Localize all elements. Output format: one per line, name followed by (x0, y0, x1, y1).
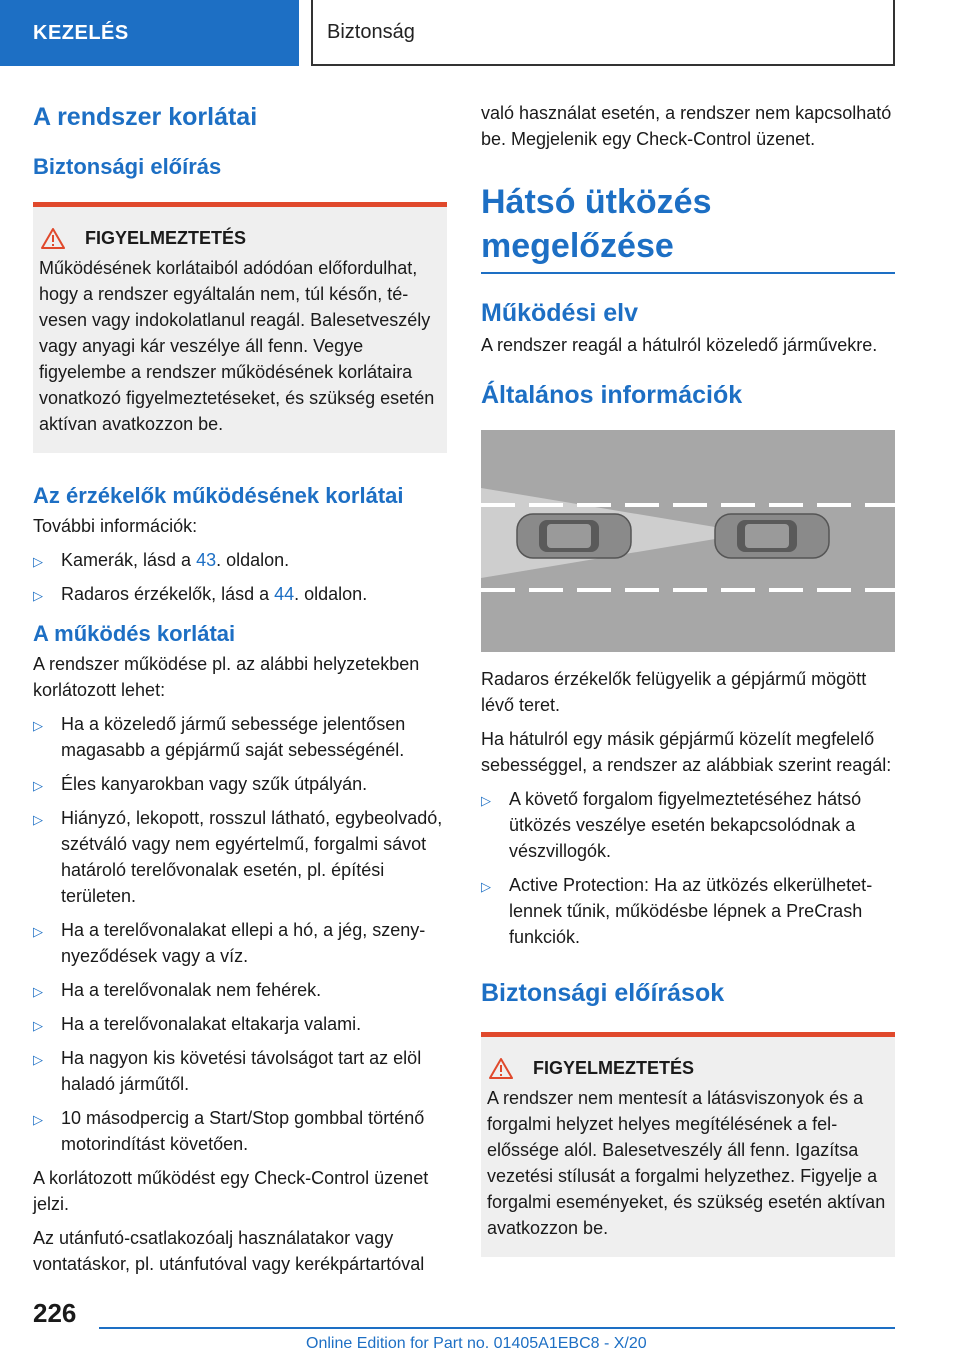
right-column (481, 100, 895, 1257)
page-header (0, 0, 960, 66)
list-item: ▷ 10 másodpercig a Start/Stop gombbal történő motorindítást követően. (33, 1108, 425, 1154)
warning-title (39, 225, 441, 251)
bullet-triangle-icon: ▷ (481, 879, 491, 894)
following-car (517, 514, 631, 558)
list-item: ▷ Ha a közeledő jármű sebessége jelentősen magasabb a gépjármű saját sebességénél. (33, 714, 406, 760)
check-control-text: A korlátozott működést egy Check-Control üzenet jelzi. (33, 1168, 429, 1214)
rear-radar-diagram (481, 430, 895, 652)
trailer-text-continued: való használat esetén, a rendszer nem kapcsolható be. Megjelenik egy Check-Control üzenet. (481, 103, 892, 149)
radar-description: Radaros érzékelők felügyelik a gépjármű mögött lévő teret. (481, 669, 867, 715)
heading-sensor-limits: Az érzékelők működésének korlátai (33, 483, 404, 508)
heading-principle: Működési elv (481, 299, 638, 327)
warning-box (481, 1032, 895, 1257)
chapter-heading-block (481, 180, 895, 274)
bullet-triangle-icon: ▷ (33, 984, 43, 999)
more-info-text: További információk: (33, 516, 198, 536)
bullet-triangle-icon: ▷ (33, 718, 43, 733)
list-item: ▷ Ha a terelővonalak nem fehérek. (33, 977, 447, 1003)
bullet-triangle-icon: ▷ (33, 812, 43, 827)
heading-safety-notes: Biztonsági előírások (481, 979, 725, 1007)
list-item: ▷ A követő forgalom figyelmeztetéséhez hátsó ütközés veszélye esetén bekapcsolódnak a vészvillogók. (481, 789, 862, 861)
trailer-text: Az utánfutó-csatlakozóalj használatakor vagy vontatáskor, pl. utánfutóval vagy kerékpártartóval (33, 1228, 425, 1274)
bullet-triangle-icon: ▷ (33, 1112, 43, 1127)
list-item: ▷ Ha nagyon kis követési távolságot tart az elöl haladó járműtől. (33, 1048, 422, 1094)
list-item: ▷ Kamerák, lásd a 43. oldalon. (33, 547, 447, 573)
page-number: 226 (33, 1298, 77, 1328)
warning-box (33, 202, 447, 453)
list-item: ▷ Radaros érzékelők, lásd a 44. oldalon. (33, 581, 447, 607)
heading-function-limits: A működés korlátai (33, 621, 236, 646)
page-link-43[interactable]: 43 (196, 550, 217, 570)
list-item: ▷ Ha a terelővonalakat eltakarja valami. (33, 1011, 447, 1037)
bullet-triangle-icon: ▷ (33, 588, 43, 603)
warning-triangle-icon (41, 227, 65, 249)
warning-text: A rendszer nem mentesít a látásviszonyok és a forgalmi helyzet helyes megítélésének a felelőssége alól. Balesetveszély áll fenn. Igazítsa vezetési stílusát a forgalmi helyzethez. Figyelje a forgalmi eseményeket, és szükség esetén aktívan avatkozzon be. (487, 1088, 886, 1238)
left-column (33, 100, 447, 1285)
warning-title-text: FIGYELMEZTETÉS (85, 228, 247, 248)
bullet-triangle-icon: ▷ (33, 1018, 43, 1033)
list-item: ▷ Hiányzó, lekopott, rosszul látható, egybeolvadó, szétváló vagy nem egyértelmű, forgalmi sávot határoló terelővonalak esetén, pl. építési területen. (33, 808, 443, 906)
heading-safety-note: Biztonsági előírás (33, 154, 222, 179)
bullet-triangle-icon: ▷ (33, 778, 43, 793)
warning-triangle-icon (489, 1057, 513, 1079)
own-car (715, 514, 829, 558)
warning-text: Működésének korlátaiból adódóan előfordulhat, hogy a rendszer egyáltalán nem, túl későn, tévesen vagy indokolatlanul reagál. Balesetveszély vagy anyagi kár veszélye áll fenn. Vegye figyelembe a rendszer működésének korlátaira vonatkozó figyelmeztetéseket, és szükség esetén aktívan avatkozzon be. (39, 258, 435, 434)
rear-radar-figure (481, 430, 895, 652)
heading-system-limits: A rendszer korlátai (33, 103, 258, 131)
sensor-list (33, 547, 447, 607)
page-link-44[interactable]: 44 (274, 584, 295, 604)
warning-title (487, 1055, 889, 1081)
chapter-label: Biztonság (327, 20, 415, 43)
section-tab-label: KEZELÉS (33, 21, 129, 44)
limits-list (33, 711, 447, 1157)
approach-text: Ha hátulról egy másik gépjármű közelít megfelelő sebességgel, a rendszer az alábbiak szerint reagál: (481, 729, 892, 775)
list-item: ▷ Active Protection: Ha az ütközés elkerülhetetlennek tűnik, működésbe lépnek a PreCrash funkciók. (481, 875, 873, 947)
reaction-list (481, 786, 895, 950)
heading-rear-collision: Hátsó ütközés megelőzése (481, 183, 712, 265)
bullet-triangle-icon: ▷ (33, 1052, 43, 1067)
principle-text: A rendszer reagál a hátulról közeledő járművekre. (481, 335, 878, 355)
bullet-triangle-icon: ▷ (481, 793, 491, 808)
chapter-tab (311, 0, 895, 66)
list-item: ▷ Ha a terelővonalakat ellepi a hó, a jég, szenynyeződések vagy a víz. (33, 920, 426, 966)
edition-link[interactable]: Online Edition for Part no. 01405A1EBC8 - X/20 (306, 1335, 647, 1352)
limits-intro-text: A rendszer működése pl. az alábbi helyzetekben korlátozott lehet: (33, 654, 420, 700)
footer-divider (99, 1327, 895, 1329)
heading-general-info: Általános információk (481, 381, 743, 409)
list-item: ▷ Éles kanyarokban vagy szűk útpályán. (33, 771, 447, 797)
section-tab[interactable] (0, 0, 299, 66)
bullet-triangle-icon: ▷ (33, 924, 43, 939)
warning-title-text: FIGYELMEZTETÉS (533, 1058, 695, 1078)
bullet-triangle-icon: ▷ (33, 554, 43, 569)
